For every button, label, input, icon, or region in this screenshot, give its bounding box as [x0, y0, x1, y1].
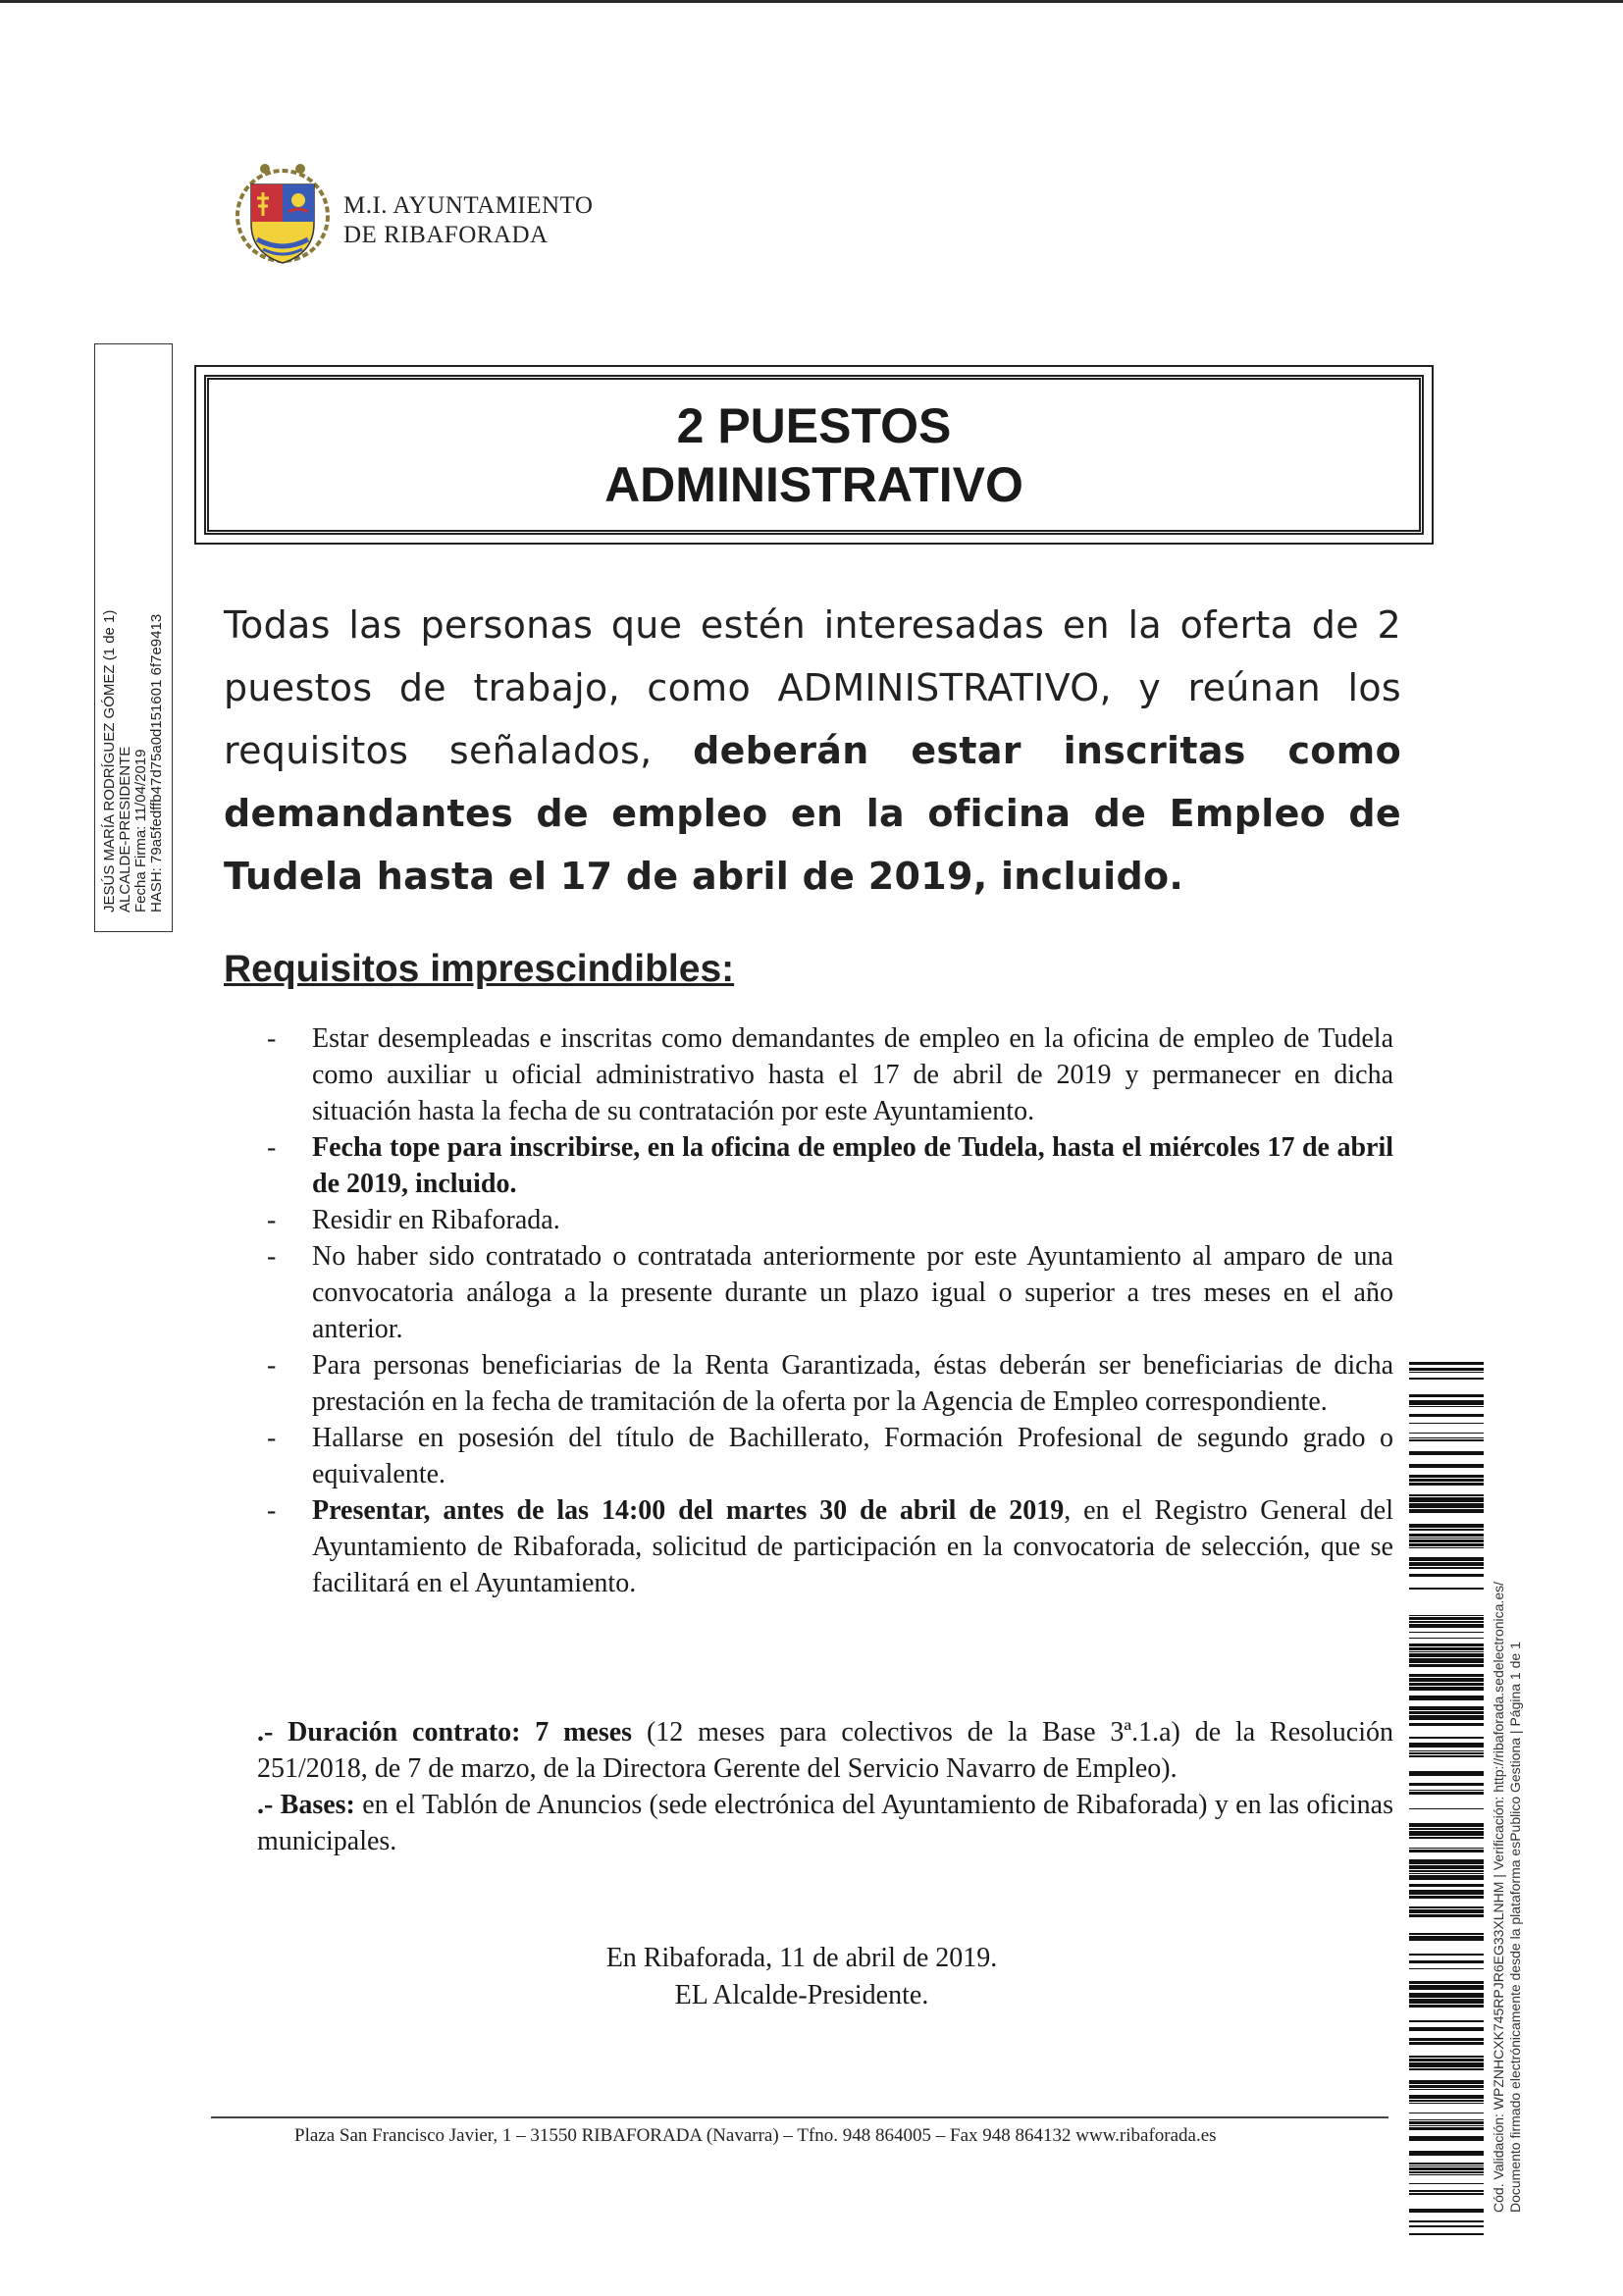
barcode-stripe	[1409, 1574, 1484, 1577]
barcode-stripe	[1409, 1837, 1484, 1839]
barcode-stripe	[1409, 2127, 1484, 2130]
barcode-stripe	[1409, 2125, 1484, 2126]
signature-line-2: ALCALDE-PRESIDENTE	[117, 746, 133, 913]
barcode-stripe	[1409, 2085, 1484, 2088]
barcode-stripe	[1409, 1494, 1484, 1496]
barcode-stripe	[1409, 1475, 1484, 1478]
barcode-stripe	[1409, 1543, 1484, 1546]
barcode-stripe	[1409, 1615, 1484, 1616]
barcode-stripe	[1409, 1538, 1484, 1539]
barcode-icon	[1409, 1362, 1484, 2235]
barcode-stripe	[1409, 2020, 1484, 2022]
barcode-stripe	[1409, 1896, 1484, 1899]
barcode-stripe	[1409, 1423, 1484, 1424]
barcode-stripe	[1409, 2136, 1484, 2141]
list-item	[265, 1238, 1393, 1347]
validation-text	[1491, 1330, 1524, 2213]
barcode-stripe	[1409, 1828, 1484, 1830]
barcode-stripe	[1409, 1557, 1484, 1561]
organization-name	[343, 191, 593, 250]
barcode-stripe	[1409, 1503, 1484, 1508]
barcode-stripe	[1409, 1451, 1484, 1455]
barcode-stripe	[1409, 1993, 1484, 1998]
barcode-stripe	[1409, 1406, 1484, 1407]
barcode-stripe	[1409, 1711, 1484, 1714]
validation-line-1: Cód. Validación: WPZNHCXK745RPJR6EG33XLNHM | Verificación: http://ribaforada.sedelectronica.es/	[1491, 1581, 1506, 2213]
barcode-stripe	[1409, 1479, 1484, 1482]
barcode-stripe	[1409, 1368, 1484, 1371]
signature-line-1: JESÚS MARÍA RODRÍGUEZ GÓMEZ (1 de 1)	[101, 609, 118, 913]
barcode-stripe	[1409, 1823, 1484, 1827]
signer-title: EL Alcalde-Presidente.	[674, 1980, 929, 2010]
org-line-1: M.I. AYUNTAMIENTO	[343, 192, 594, 219]
barcode-stripe	[1409, 2220, 1484, 2222]
barcode-stripe	[1409, 1831, 1484, 1836]
barcode-stripe	[1409, 1567, 1484, 1569]
barcode-stripe	[1409, 2103, 1484, 2104]
closing-block	[0, 1940, 1623, 2014]
barcode-stripe	[1409, 1875, 1484, 1880]
barcode-stripe	[1409, 1790, 1484, 1791]
barcode-stripe	[1409, 2171, 1484, 2173]
barcode-stripe	[1409, 1624, 1484, 1628]
barcode-stripe	[1409, 1890, 1484, 1895]
barcode-stripe	[1409, 2151, 1484, 2156]
barcode-stripe	[1409, 1954, 1484, 1956]
list-item	[265, 1420, 1393, 1492]
barcode-stripe	[1409, 1539, 1484, 1542]
coat-of-arms-icon	[234, 155, 332, 283]
barcode-stripe	[1409, 1792, 1484, 1795]
barcode-stripe	[1409, 1687, 1484, 1691]
barcode-stripe	[1409, 2080, 1484, 2084]
barcode-stripe	[1409, 1394, 1484, 1397]
barcode-stripe	[1409, 2163, 1484, 2165]
barcode-stripe	[1409, 1547, 1484, 1548]
list-item	[265, 1492, 1393, 1601]
requirements-heading: Requisitos imprescindibles:	[224, 948, 735, 990]
requirement-3: Residir en Ribaforada.	[312, 1205, 560, 1235]
bases-label: .- Bases:	[257, 1790, 355, 1820]
barcode-stripe	[1409, 1906, 1484, 1908]
barcode-stripe	[1409, 1653, 1484, 1657]
barcode-stripe	[1409, 1414, 1484, 1417]
barcode-stripe	[1409, 1644, 1484, 1646]
barcode-stripe	[1409, 2193, 1484, 2195]
requirement-4: No haber sido contratado o contratada anteriormente por este Ayuntamiento al amparo de una convocatoria análoga a la presente durante un plazo igual o superior a tres meses en el año anterior.	[312, 1241, 1393, 1344]
barcode-stripe	[1409, 1362, 1484, 1365]
barcode-stripe	[1409, 1743, 1484, 1748]
barcode-stripe	[1409, 1433, 1484, 1434]
barcode-stripe	[1409, 1464, 1484, 1468]
requirement-5: Para personas beneficiarias de la Renta Garantizada, éstas deberán ser beneficiarias de dicha prestación en la fecha de tramitación de la oferta por la Agencia de Empleo correspondiente.	[312, 1350, 1393, 1417]
barcode-stripe	[1409, 2059, 1484, 2061]
barcode-stripe	[1409, 2095, 1484, 2099]
barcode-stripe	[1409, 2225, 1484, 2227]
bases-text: en el Tablón de Anuncios (sede electrónica del Ayuntamiento de Ribaforada) y en las oficinas municipales.	[257, 1790, 1393, 1856]
barcode-stripe	[1409, 1737, 1484, 1739]
barcode-stripe	[1409, 1848, 1484, 1849]
barcode-stripe	[1409, 1723, 1484, 1726]
requirement-2: Fecha tope para inscribirse, en la oficina de empleo de Tudela, hasta el miércoles 17 de abril de 2019, incluido.	[312, 1132, 1393, 1199]
barcode-stripe	[1409, 1936, 1484, 1941]
barcode-stripe	[1409, 1378, 1484, 1380]
barcode-stripe	[1409, 1632, 1484, 1633]
barcode-stripe	[1409, 1674, 1484, 1677]
barcode-stripe	[1409, 2209, 1484, 2213]
barcode-stripe	[1409, 1859, 1484, 1864]
requirement-7-bold: Presentar, antes de las 14:00 del martes 30 de abril de 2019	[312, 1495, 1065, 1526]
barcode-stripe	[1409, 2190, 1484, 2192]
barcode-stripe	[1409, 2167, 1484, 2170]
barcode-stripe	[1409, 1981, 1484, 1984]
barcode-stripe	[1409, 1617, 1484, 1620]
barcode-stripe	[1409, 1914, 1484, 1917]
requirements-list	[265, 1020, 1393, 1601]
barcode-stripe	[1409, 1999, 1484, 2004]
title-box	[194, 365, 1434, 545]
barcode-stripe	[1409, 1873, 1484, 1874]
barcode-stripe	[1409, 1865, 1484, 1869]
barcode-stripe	[1409, 1562, 1484, 1566]
footer-address: Plaza San Francisco Javier, 1 – 31550 RIBAFORADA (Navarra) – Tfno. 948 864005 – Fax 948 864132 www.ribaforada.es	[294, 2125, 1217, 2146]
barcode-stripe	[1409, 2056, 1484, 2058]
barcode-stripe	[1409, 1524, 1484, 1528]
barcode-stripe	[1409, 1588, 1484, 1590]
barcode-stripe	[1409, 1678, 1484, 1682]
barcode-stripe	[1409, 1870, 1484, 1872]
notes-section	[257, 1714, 1393, 1859]
requirement-7-rest: , en el Registro General del Ayuntamiento de Ribaforada, solicitud de participación en la convocatoria de selección, que se facilitará en el Ayuntamiento.	[312, 1495, 1393, 1598]
barcode-stripe	[1409, 2121, 1484, 2124]
barcode-stripe	[1409, 1497, 1484, 1502]
barcode-stripe	[1409, 1651, 1484, 1652]
barcode-stripe	[1409, 2005, 1484, 2008]
barcode-stripe	[1409, 2233, 1484, 2235]
intro-paragraph	[224, 594, 1401, 908]
title-inner	[204, 375, 1424, 535]
barcode-stripe	[1409, 1850, 1484, 1852]
top-border-line	[0, 0, 1623, 3]
barcode-stripe	[1409, 1638, 1484, 1639]
barcode-stripe	[1409, 1755, 1484, 1757]
requirement-1: Estar desempleadas e inscritas como demandantes de empleo en la oficina de empleo de Tudela como auxiliar u oficial administrativo hasta el 17 de abril de 2019 y permanecer en dicha situación hasta la fecha de su contratación por este Ayuntamiento.	[312, 1023, 1393, 1126]
barcode-stripe	[1409, 1985, 1484, 1990]
barcode-stripe	[1409, 2062, 1484, 2067]
org-line-2: DE RIBAFORADA	[343, 222, 549, 248]
place-date: En Ribaforada, 11 de abril de 2019.	[605, 1943, 998, 1973]
barcode-stripe	[1409, 1529, 1484, 1531]
barcode-stripe	[1409, 1683, 1484, 1686]
barcode-stripe	[1409, 1372, 1484, 1373]
list-item	[265, 1347, 1393, 1420]
barcode-stripe	[1409, 1621, 1484, 1623]
barcode-stripe	[1409, 2042, 1484, 2045]
barcode-stripe	[1409, 1783, 1484, 1786]
barcode-stripe	[1409, 2089, 1484, 2090]
signature-line-3: Fecha Firma: 11/04/2019	[132, 749, 149, 913]
barcode-stripe	[1409, 1437, 1484, 1438]
list-item	[265, 1129, 1393, 1202]
barcode-stripe	[1409, 1909, 1484, 1913]
footer-divider	[211, 2116, 1388, 2118]
duration-note	[257, 1714, 1393, 1787]
barcode-stripe	[1409, 2027, 1484, 2031]
list-item	[265, 1202, 1393, 1238]
barcode-stripe	[1409, 1750, 1484, 1751]
barcode-stripe	[1409, 2174, 1484, 2175]
barcode-stripe	[1409, 1400, 1484, 1405]
intro-bold-text: deberán estar inscritas como demandantes de empleo en la oficina de Empleo de Tudela hasta el 17 de abril de 2019, incluido.	[224, 729, 1401, 898]
barcode-stripe	[1409, 1706, 1484, 1710]
barcode-stripe	[1409, 1715, 1484, 1720]
signature-text	[102, 363, 165, 913]
title-line-2: ADMINISTRATIVO	[604, 456, 1023, 512]
list-item	[265, 1020, 1393, 1129]
bases-note	[257, 1787, 1393, 1859]
barcode-stripe	[1409, 2038, 1484, 2041]
barcode-stripe	[1409, 2068, 1484, 2070]
requirement-6: Hallarse en posesión del título de Bachillerato, Formación Profesional de segundo grado o equivalente.	[312, 1423, 1393, 1489]
barcode-stripe	[1409, 1960, 1484, 1963]
barcode-stripe	[1409, 1647, 1484, 1650]
validation-line-2: Documento firmado electrónicamente desde la plataforma esPublico Gestiona | Página 1 de 1	[1507, 1642, 1523, 2213]
barcode-stripe	[1409, 1771, 1484, 1776]
barcode-stripe	[1409, 2119, 1484, 2120]
barcode-stripe	[1409, 1968, 1484, 1969]
barcode-stripe	[1409, 1534, 1484, 1537]
barcode-stripe	[1409, 1808, 1484, 1809]
barcode-stripe	[1409, 1658, 1484, 1663]
barcode-stripe	[1409, 1483, 1484, 1486]
barcode-stripe	[1409, 1439, 1484, 1441]
duration-text: (12 meses para colectivos de la Base 3ª.1.a) de la Resolución 251/2018, de 7 de marzo, de la Directora Gerente del Servicio Navarro de Empleo).	[257, 1717, 1394, 1784]
barcode-stripe	[1409, 1664, 1484, 1667]
barcode-stripe	[1409, 1696, 1484, 1700]
barcode-stripe	[1409, 1509, 1484, 1513]
barcode-stripe	[1409, 2183, 1484, 2184]
barcode-stripe	[1409, 1884, 1484, 1887]
duration-label: .- Duración contrato: 7 meses	[257, 1717, 633, 1748]
barcode-stripe	[1409, 2100, 1484, 2102]
barcode-stripe	[1409, 1933, 1484, 1935]
title-line-1: 2 PUESTOS	[676, 397, 952, 453]
barcode-stripe	[1409, 1752, 1484, 1754]
intro-text: Todas las personas que estén interesadas en la oferta de 2 puestos de trabajo, como ADMINISTRATIVO, y reúnan los requisitos señalados,	[224, 603, 1401, 772]
signature-line-4: HASH: 79a5fedffb47d75a0d151601 6f7e9413	[148, 613, 165, 913]
